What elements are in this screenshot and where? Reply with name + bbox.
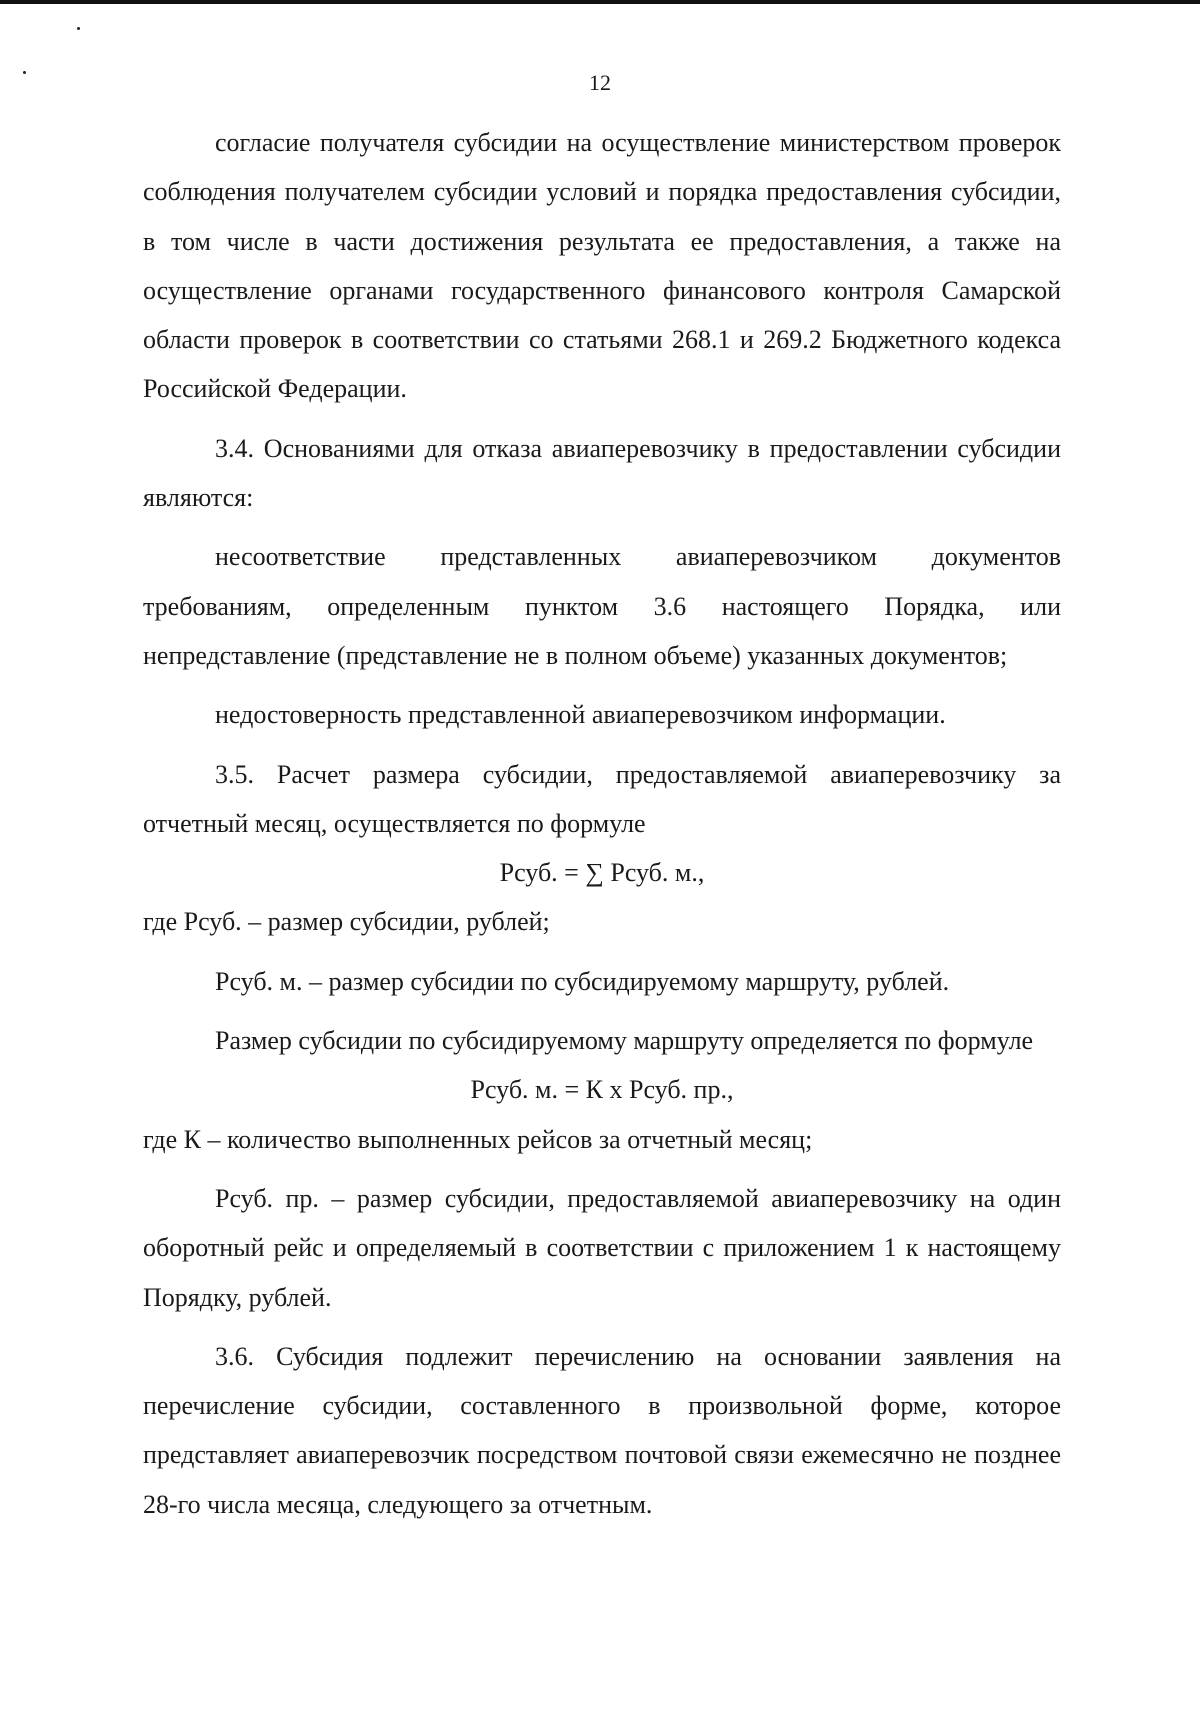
definition-route-subsidy: Рсуб. м. – размер субсидии по субсидируемому маршруту, рублей.: [215, 966, 950, 996]
definition-total-subsidy: где Рсуб. – размер субсидии, рублей;: [143, 907, 550, 937]
paragraph-3-5: 3.5. Расчет размера субсидии, предоставляемой авиаперевозчику за отчетный месяц, осуществляется по формуле: [143, 759, 1061, 838]
paragraph-route-subsidy: Размер субсидии по субсидируемому маршруту определяется по формуле: [215, 1026, 1034, 1056]
document-body: [143, 118, 1061, 1529]
definition-flight-subsidy: Рсуб. пр. – размер субсидии, предоставляемой авиаперевозчику на один оборотный рейс и определяемый в соответствии с приложением 1 к настоящему Порядку, рублей.: [143, 1183, 1061, 1312]
paragraph-refusal-ground-2: недостоверность представленной авиаперевозчиком информации.: [215, 700, 946, 730]
paragraph-consent: согласие получателя субсидии на осуществление министерством проверок соблюдения получателем субсидии условий и порядка предоставления субсидии, в том числе в части достижения результата ее предоставления, а также на осуществление органами государственного финансового контроля Самарской области проверок в соответствии со статьями 268.1 и 269.2 Бюджетного кодекса Российской Федерации.: [143, 128, 1061, 404]
formula-total-subsidy: Рсуб. = ∑ Рсуб. м.,: [499, 858, 705, 888]
definition-flights-count: где К – количество выполненных рейсов за отчетный месяц;: [143, 1124, 813, 1154]
paragraph-refusal-ground-1: несоответствие представленных авиаперевозчиком документов требованиям, определенным пунктом 3.6 настоящего Порядка, или непредставление (представление не в полном объеме) указанных документов;: [143, 542, 1061, 670]
paragraph-3-6: 3.6. Субсидия подлежит перечислению на основании заявления на перечисление субсидии, составленного в произвольной форме, которое представляет авиаперевозчик посредством почтовой связи ежемесячно не позднее 28-го числа месяца, следующего за отчетным.: [143, 1341, 1061, 1519]
formula-route-subsidy: Рсуб. м. = К x Рсуб. пр.,: [470, 1075, 734, 1105]
page-number: 12: [589, 70, 611, 95]
paragraph-3-4: 3.4. Основаниями для отказа авиаперевозчику в предоставлении субсидии являются:: [143, 433, 1061, 513]
scan-speck: [77, 27, 80, 30]
scan-top-border: [0, 0, 1200, 4]
